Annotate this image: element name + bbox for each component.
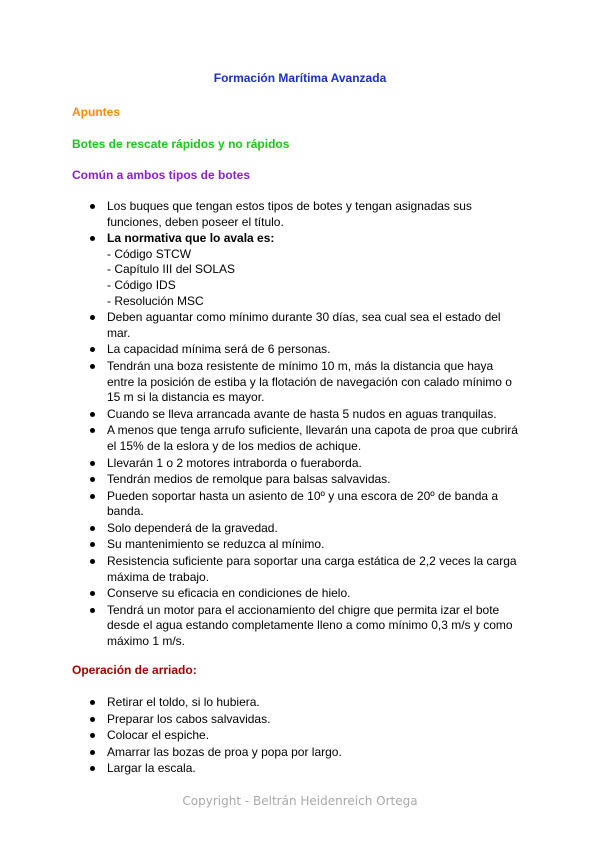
- requirements-list: [90, 199, 522, 651]
- list-item: [90, 603, 522, 650]
- section-heading-apuntes: Apuntes: [72, 105, 120, 119]
- list-item: [90, 489, 522, 520]
- list-item: [90, 472, 522, 488]
- list-item: [90, 423, 522, 454]
- list-item: [90, 728, 522, 744]
- list-item-text: Su mantenimiento se reduzca al mínimo.: [107, 537, 325, 552]
- list-item: [90, 712, 522, 728]
- list-item-text: Cuando se lleva arrancada avante de hasta 5 nudos en aguas tranquilas.: [107, 406, 497, 421]
- list-item: [90, 407, 522, 423]
- list-item: [90, 199, 522, 230]
- operacion-list: [90, 695, 522, 778]
- list-item-text: A menos que tenga arrufo suficiente, llevarán una capota de proa que cubrirá el 15% de la eslora y de los medios de achique.: [107, 423, 518, 453]
- section-heading-comun: Común a ambos tipos de botes: [72, 168, 251, 182]
- list-item-text: Retirar el toldo, si lo hubiera.: [107, 695, 260, 709]
- list-item: [90, 761, 522, 777]
- list-item-text: Llevarán 1 o 2 motores intraborda o fueraborda.: [107, 455, 362, 470]
- document-title: Formación Marítima Avanzada: [213, 71, 387, 85]
- list-item-text: Colocar el espiche.: [107, 728, 210, 743]
- list-item-text: Preparar los cabos salvavidas.: [107, 711, 271, 726]
- list-item: [90, 521, 522, 537]
- list-item: [90, 342, 522, 358]
- list-item-text: Pueden soportar hasta un asiento de 10º y una escora de 20º de banda a banda.: [107, 488, 499, 519]
- list-item-text: La normativa que lo avala es:: [107, 231, 275, 246]
- section-heading-botes: Botes de rescate rápidos y no rápidos: [72, 137, 290, 151]
- list-item-text: Amarrar las bozas de proa y popa por largo.: [107, 744, 342, 759]
- list-item: [90, 310, 522, 341]
- list-item-text: La capacidad mínima será de 6 personas.: [107, 342, 331, 357]
- list-item: [90, 359, 522, 406]
- list-item-text: Conserve su eficacia en condiciones de hielo.: [107, 586, 351, 601]
- list-item-text: Tendrá un motor para el accionamiento del chigre que permita izar el bote desde el agua estando completamente lleno a como mínimo 0,3 m/s y como máximo 1 m/s.: [107, 602, 513, 649]
- copyright-footer: Copyright - Beltrán Heidenreich Ortega: [182, 794, 418, 808]
- list-item-text: Los buques que tengan estos tipos de botes y tengan asignadas sus funciones, deben poseer el título.: [107, 199, 472, 229]
- list-item-text: Tendrán una boza resistente de mínimo 10 m, más la distancia que haya entre la posición de estiba y la flotación de navegación con calado mínimo o 15 m si la distancia es mayor.: [107, 358, 512, 405]
- list-item-text: Solo dependerá de la gravedad.: [107, 520, 278, 535]
- list-item: [90, 554, 522, 585]
- section-heading-operacion: Operación de arriado:: [72, 663, 197, 677]
- normativa-item: - Capítulo III del SOLAS: [107, 262, 236, 277]
- list-item-text: Tendrán medios de remolque para balsas salvavidas.: [107, 472, 391, 487]
- list-item-text: Resistencia suficiente para soportar una carga estática de 2,2 veces la carga máxima de trabajo.: [107, 554, 517, 584]
- list-item: [90, 695, 522, 711]
- normativa-item: - Código STCW: [107, 246, 192, 261]
- list-item-text: Largar la escala.: [107, 761, 196, 776]
- list-item: [90, 231, 522, 309]
- list-item: [90, 586, 522, 602]
- list-item: [90, 537, 522, 553]
- list-item: [90, 745, 522, 761]
- list-item: [90, 456, 522, 472]
- normativa-item: - Resolución MSC: [107, 293, 204, 308]
- normativa-item: - Código IDS: [107, 277, 176, 292]
- list-item-text: Deben aguantar como mínimo durante 30 días, sea cual sea el estado del mar.: [107, 310, 501, 340]
